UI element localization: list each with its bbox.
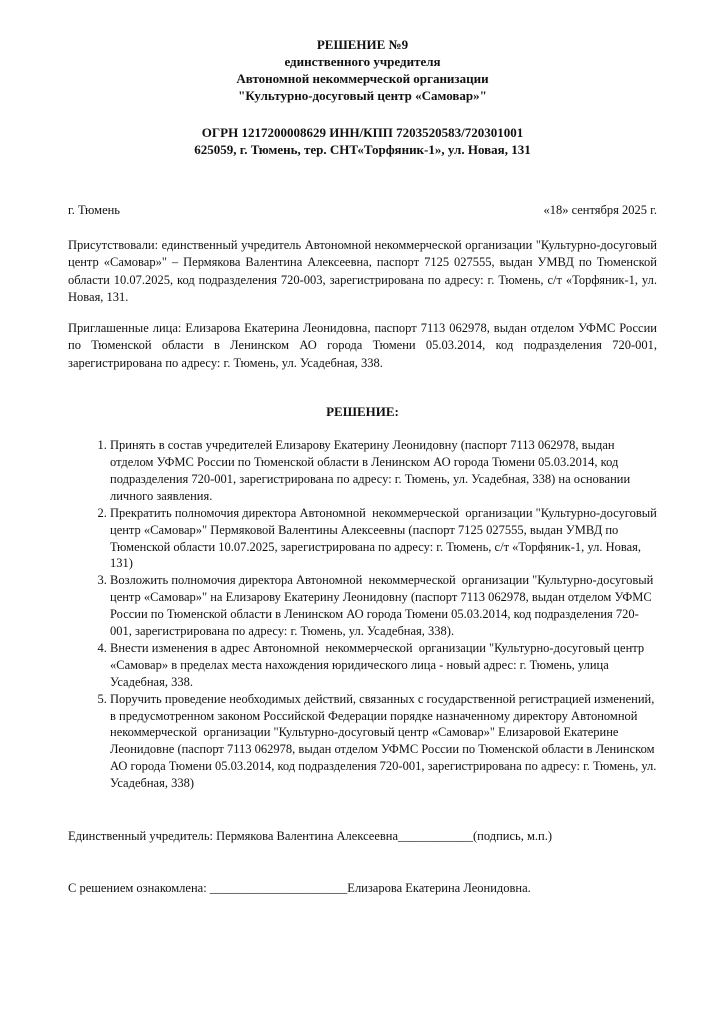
attendees-paragraph: Присутствовали: единственный учредитель Автономной некоммерческой организации "Культурно-досуговый центр «Самовар»" – Пермякова Валентина Алексеевна, паспорт 7125 027555, выдан УМВД по Тюменской области 10.07.2025, код подразделения 720-003, зарегистрирована по адресу: г. Тюмень, с/т «Торфяник-1, ул. Новая, 131.: [68, 238, 657, 304]
resolution-item-5: 5. Поручить проведение необходимых действий, связанных с государственной регистрацией изменений, в предусмотренном законом Российской Федерации порядке назначенному директору Автономной некоммерческой организации "Культурно-досуговый центр «Самовар»" Елизаровой Екатерине Леонидовне (паспорт 7113 062978, выдан отделом УФМС России по Тюменской области в Ленинском АО города Тюмени 05.03.2014, код подразделения 720-001, зарегистрирована по адресу: г. Тюмень, ул. Усадебная, 338): [110, 691, 657, 792]
org-registration-numbers: ОГРН 1217200008629 ИНН/КПП 7203520583/720301001: [201, 125, 524, 140]
resolution-heading: РЕШЕНИЕ:: [326, 404, 399, 420]
resolution-item-4: 4. Внести изменения в адрес Автономной некоммерческой организации "Культурно-досуговый центр «Самовар» в пределах места нахождения юридического лица - новый адрес: г. Тюмень, улица Усадебная, 338.: [110, 640, 657, 691]
org-address: 625059, г. Тюмень, тер. СНТ«Торфяник-1», ул. Новая, 131: [194, 142, 531, 157]
meta-row: [68, 202, 657, 219]
city-label: г. Тюмень: [68, 203, 121, 217]
resolution-list: [68, 437, 660, 792]
title-line-1: РЕШЕНИЕ №9: [316, 37, 409, 52]
date-label: «18» сентября 2025 г.: [543, 203, 657, 217]
document-title: [68, 36, 657, 104]
acknowledgement-signature-line: С решением ознакомлена: ______________________Елизарова Екатерина Леонидовна.: [68, 881, 531, 896]
title-line-4: "Культурно-досуговый центр «Самовар»": [238, 88, 487, 103]
resolution-item-1: 1. Принять в состав учредителей Елизарову Екатерину Леонидовну (паспорт 7113 062978, выдан отделом УФМС России по Тюменской области в Ленинском АО города Тюмени 05.03.2014, код подразделения 720-001, зарегистрирована по адресу: г. Тюмень, ул. Усадебная, 338) на основании личного заявления.: [110, 437, 657, 505]
org-info: [68, 124, 657, 158]
resolution-item-3: 3. Возложить полномочия директора Автономной некоммерческой организации "Культурно-досуговый центр «Самовар»" на Елизарову Екатерину Леонидовну (паспорт 7113 062978, выдан отделом УФМС России по Тюменской области в Ленинском АО города Тюмени 05.03.2014, код подразделения 720-001, зарегистрирована по адресу: г. Тюмень, ул. Усадебная, 338).: [110, 572, 657, 640]
founder-signature-line: Единственный учредитель: Пермякова Валентина Алексеевна____________(подпись, м.п.): [68, 829, 553, 844]
invited-paragraph: Приглашенные лица: Елизарова Екатерина Леонидовна, паспорт 7113 062978, выдан отделом УФМС России по Тюменской области в Ленинском АО города Тюмени 05.03.2014, код подразделения 720-001, зарегистрирована по адресу: г. Тюмень, ул. Усадебная, 338.: [68, 321, 657, 370]
title-line-3: Автономной некоммерческой организации: [236, 71, 489, 86]
resolution-item-2: 2. Прекратить полномочия директора Автономной некоммерческой организации "Культурно-досуговый центр «Самовар»" Пермяковой Валентины Алексеевны (паспорт 7125 027555, выдан УМВД по Тюменской области 10.07.2025, зарегистрирована по адресу: г. Тюмень, с/т «Торфяник-1, ул. Новая, 131): [110, 505, 657, 573]
title-line-2: единственного учредителя: [284, 54, 441, 69]
